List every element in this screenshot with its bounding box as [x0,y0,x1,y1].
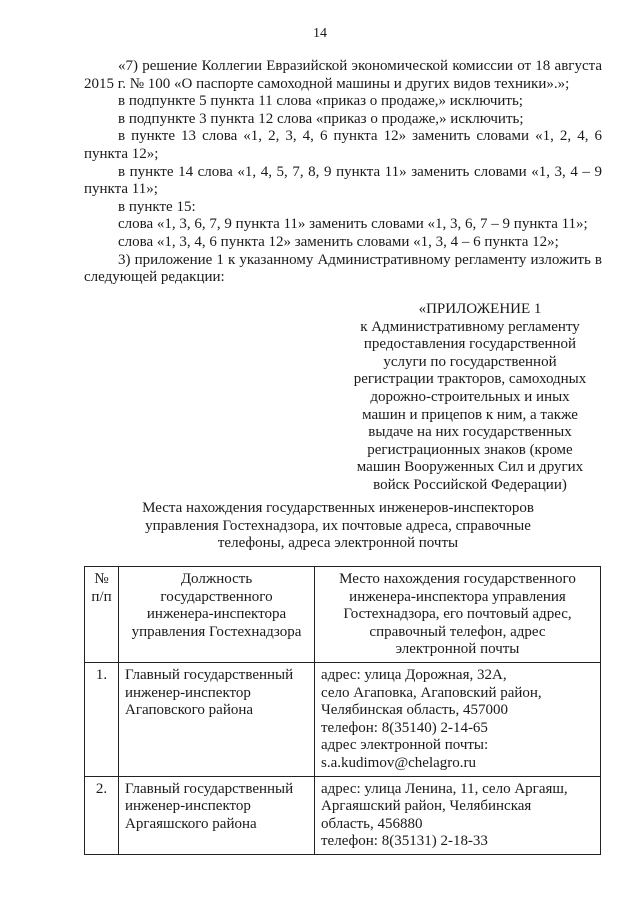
inspectors-table [84,566,601,855]
appendix-subtitle-line: регистрации тракторов, самоходных [353,371,587,388]
row-address: адрес: улица Дорожная, 32А, село Агаповка, Агаповский район, Челябинская область, 457000 телефон: 8(35140) 2-14-65 адрес электронной почты: s.a.kudimov@chelagro.ru [315,662,601,776]
paragraph-3: 3) приложение 1 к указанному Административному регламенту изложить в следующей редакции: [84,251,602,286]
paragraph-7: «7) решение Коллегии Евразийской экономической комиссии от 18 августа 2015 г. № 100 «О паспорте самоходной машины и других видов техники».»; [84,58,602,92]
appendix-subtitle-line: войск Российской Федерации) [373,476,567,493]
appendix-header [338,301,602,495]
paragraph-point-13: в пункте 13 слова «1, 2, 3, 4, 6 пункта 12» заменить словами «1, 2, 4, 6 пункта 12»; [84,128,602,162]
paragraph-point-15-a: слова «1, 3, 6, 7, 9 пункта 11» заменить словами «1, 3, 6, 7 – 9 пункта 11»; [118,216,588,233]
caption-line: Места нахождения государственных инженеров-инспекторов [142,500,534,516]
appendix-subtitle-line: услуги по государственной [383,353,557,370]
email-link[interactable]: s.a.kudimov@chelagro.ru [321,754,477,771]
amendment-text [84,58,602,287]
appendix-subtitle-line: предоставления государственной [363,336,577,353]
page-number: 14 [313,26,327,41]
table-header-row [85,567,601,663]
row-number: 2. [85,776,119,854]
paragraph-point-15: в пункте 15: [118,198,196,215]
header-number: № п/п [85,567,119,663]
row-number: 1. [85,662,119,776]
row-position: Главный государственный инженер-инспектор Аргаяшского района [119,776,315,854]
table-row [85,776,601,854]
header-location: Место нахождения государственного инженера-инспектора управления Гостехнадзора, его почтовый адрес, справочный телефон, адрес электронной почты [315,567,601,663]
paragraph-subpoint-5-11: в подпункте 5 пункта 11 слова «приказ о продаже,» исключить; [118,93,523,110]
appendix-subtitle-line: к Административному регламенту [360,318,580,335]
appendix-subtitle-line: выдаче на них государственных [368,424,572,441]
table-row [85,662,601,776]
caption-line: телефоны, адреса электронной почты [217,535,459,552]
header-position: Должность государственного инженера-инспектора управления Гостехнадзора [119,567,315,663]
caption-line: управления Гостехнадзора, их почтовые адреса, справочные [145,517,531,534]
table-caption [130,500,546,553]
row-address: адрес: улица Ленина, 11, село Аргаяш, Аргаяшский район, Челябинская область, 456880 телефон: 8(35131) 2-18-33 [315,776,601,854]
paragraph-point-14: в пункте 14 слова «1, 4, 5, 7, 8, 9 пункта 11» заменить словами «1, 3, 4 – 9 пункта 11»; [84,163,602,198]
paragraph-subpoint-3-12: в подпункте 3 пункта 12 слова «приказ о продаже,» исключить; [118,110,524,127]
paragraph-point-15-b: слова «1, 3, 4, 6 пункта 12» заменить словами «1, 3, 4 – 6 пункта 12»; [118,233,559,250]
appendix-subtitle-line: регистрационных знаков (кроме [367,441,573,458]
appendix-subtitle-line: дорожно-строительных и иных [370,388,570,405]
row-position: Главный государственный инженер-инспектор Агаповского района [119,662,315,776]
appendix-title: «ПРИЛОЖЕНИЕ 1 [418,301,542,317]
appendix-subtitle-line: машин Вооруженных Сил и других [356,459,584,476]
appendix-subtitle-line: машин и прицепов к ним, а также [362,406,578,423]
